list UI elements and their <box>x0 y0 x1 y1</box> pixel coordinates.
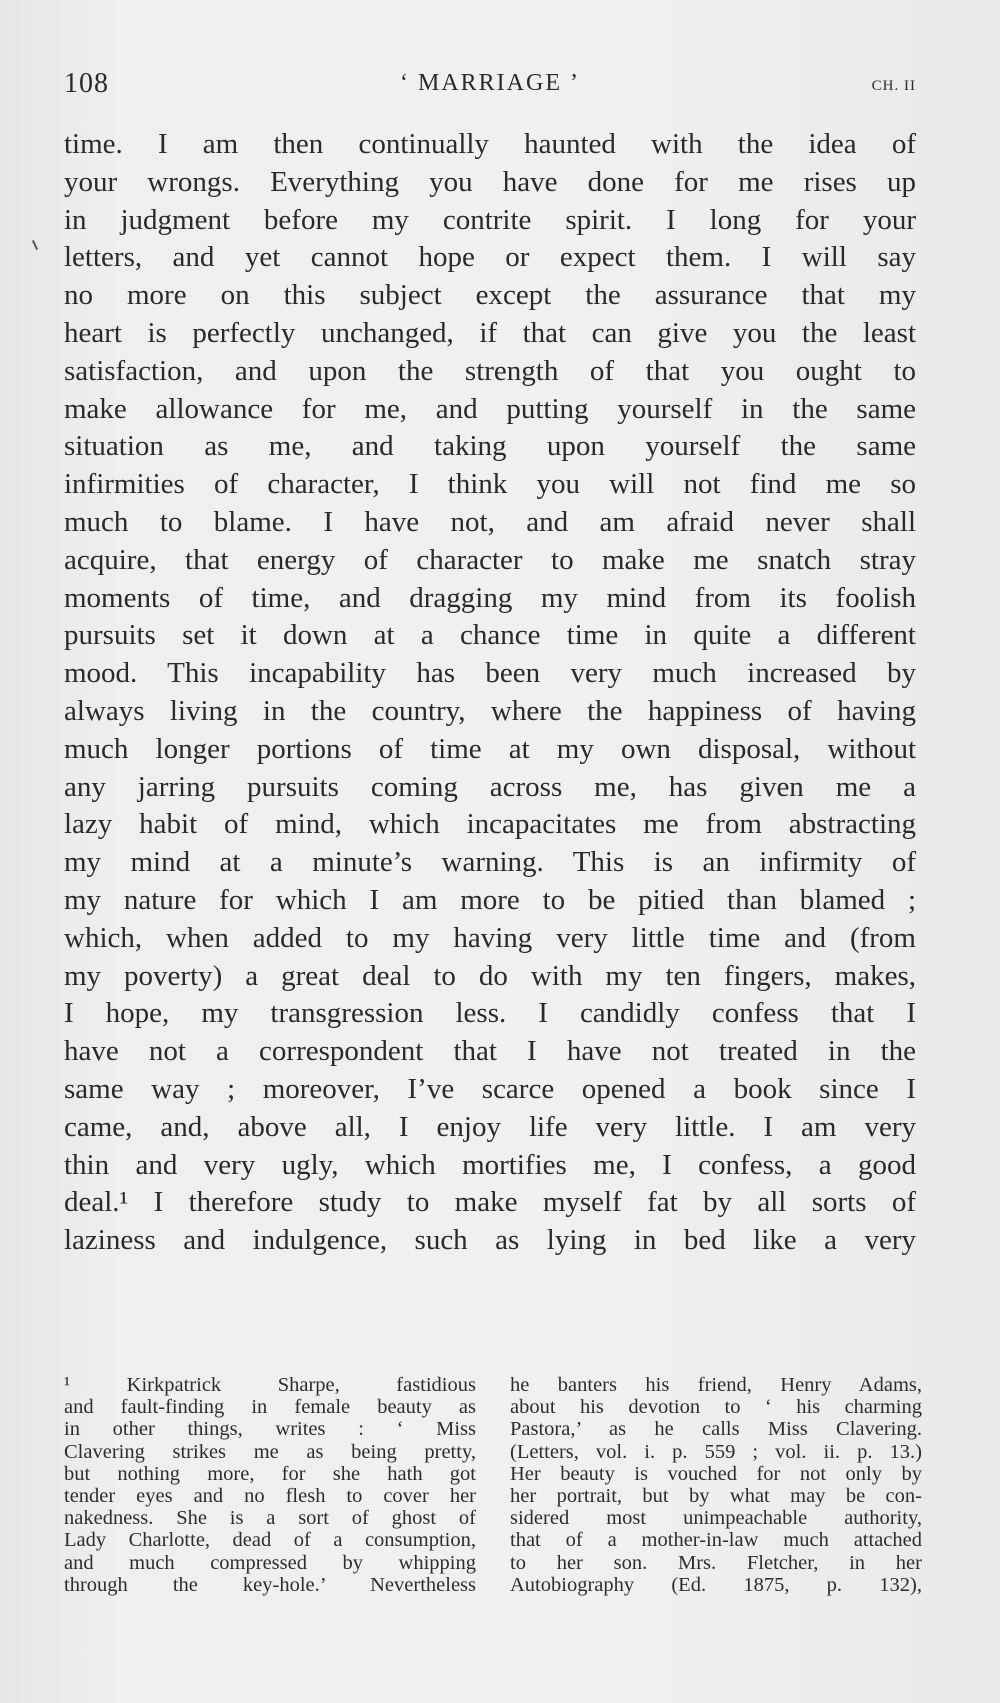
footnote-line: Lady Charlotte, dead of a consumption, <box>64 1529 476 1552</box>
text-line: much longer portions of time at my own disposal, without <box>64 732 916 765</box>
footnote-line: that of a mother-in-law much attached <box>510 1529 922 1552</box>
footnote-line: Autobiography (Ed. 1875, p. 132), <box>510 1573 922 1596</box>
footnote-line: and fault-finding in female beauty as <box>64 1396 476 1419</box>
text-line: which, when added to my having very little time and (from <box>64 921 916 954</box>
text-line: always living in the country, where the happiness of having <box>64 694 916 727</box>
footnote-line: nakedness. She is a sort of ghost of <box>64 1507 476 1530</box>
footnote-line: to her son. Mrs. Fletcher, in her <box>510 1551 922 1574</box>
text-line: thin and very ugly, which mortifies me, I confess, a good <box>64 1148 916 1181</box>
footnote-line: her portrait, but by what may be con- <box>510 1484 922 1507</box>
text-line: any jarring pursuits coming across me, has given me a <box>64 770 916 803</box>
footnote-right-column <box>510 1374 922 1596</box>
text-line: letters, and yet cannot hope or expect them. I will say <box>64 241 916 274</box>
footnote-line: but nothing more, for she hath got <box>64 1462 476 1485</box>
text-line: acquire, that energy of character to make me snatch stray <box>64 543 916 576</box>
text-line: laziness and indulgence, such as lying in bed like a very <box>64 1224 916 1257</box>
text-line: pursuits set it down at a chance time in quite a different <box>64 619 916 652</box>
text-line: infirmities of character, I think you will not find me so <box>64 468 916 501</box>
footnote-line: in other things, writes : ‘ Miss <box>64 1418 476 1441</box>
text-line: your wrongs. Everything you have done for me rises up <box>64 165 916 198</box>
footnote-line: through the key-hole.’ Nevertheless <box>64 1573 476 1596</box>
footnote-line: Pastora,’ as he calls Miss Clavering. <box>510 1418 922 1441</box>
footnote-line: Her beauty is vouched for not only by <box>510 1462 922 1485</box>
footnote-left-column <box>64 1374 476 1596</box>
footnote-line: ¹ Kirkpatrick Sharpe, fastidious <box>64 1374 476 1396</box>
text-line: make allowance for me, and putting yourself in the same <box>64 392 916 425</box>
footnote-line: tender eyes and no flesh to cover her <box>64 1484 476 1507</box>
text-line: have not a correspondent that I have not treated in the <box>64 1035 916 1068</box>
footnote-line: he banters his friend, Henry Adams, <box>510 1374 922 1396</box>
text-line: came, and, above all, I enjoy life very little. I am very <box>64 1110 916 1143</box>
text-line: satisfaction, and upon the strength of that you ought to <box>64 354 916 387</box>
text-line: my nature for which I am more to be pitied than blamed ; <box>64 883 916 916</box>
footnote-line: sidered most unimpeachable authority, <box>510 1507 922 1530</box>
margin-mark <box>32 240 38 250</box>
text-line: situation as me, and taking upon yourself the same <box>64 430 916 463</box>
text-line: same way ; moreover, I’ve scarce opened a book since I <box>64 1072 916 1105</box>
text-line: moments of time, and dragging my mind from its foolish <box>64 581 916 614</box>
text-line: my poverty) a great deal to do with my ten fingers, makes, <box>64 959 916 992</box>
text-line: in judgment before my contrite spirit. I long for your <box>64 203 916 236</box>
footnote-line: Clavering strikes me as being pretty, <box>64 1440 476 1463</box>
text-line: lazy habit of mind, which incapacitates me from abstracting <box>64 808 916 841</box>
page-header <box>64 68 916 98</box>
main-text <box>64 126 916 1260</box>
text-line: deal.¹ I therefore study to make myself fat by all sorts of <box>64 1186 916 1219</box>
text-line: much to blame. I have not, and am afraid never shall <box>64 505 916 538</box>
footnote-line: (Letters, vol. i. p. 559 ; vol. ii. p. 13.) <box>510 1440 922 1463</box>
page-number: 108 <box>64 68 109 99</box>
text-line: time. I am then continually haunted with the idea of <box>64 128 916 160</box>
footnote-line: about his devotion to ‘ his charming <box>510 1396 922 1419</box>
footnote-line: and much compressed by whipping <box>64 1551 476 1574</box>
text-line: heart is perfectly unchanged, if that can give you the least <box>64 316 916 349</box>
running-title: ‘ MARRIAGE ’ <box>400 70 580 96</box>
text-line: mood. This incapability has been very much increased by <box>64 657 916 690</box>
chapter-reference: CH. II <box>871 78 916 94</box>
text-line: my mind at a minute’s warning. This is an infirmity of <box>64 846 916 879</box>
text-line: no more on this subject except the assurance that my <box>64 279 916 312</box>
text-line: I hope, my transgression less. I candidly confess that I <box>64 997 916 1030</box>
